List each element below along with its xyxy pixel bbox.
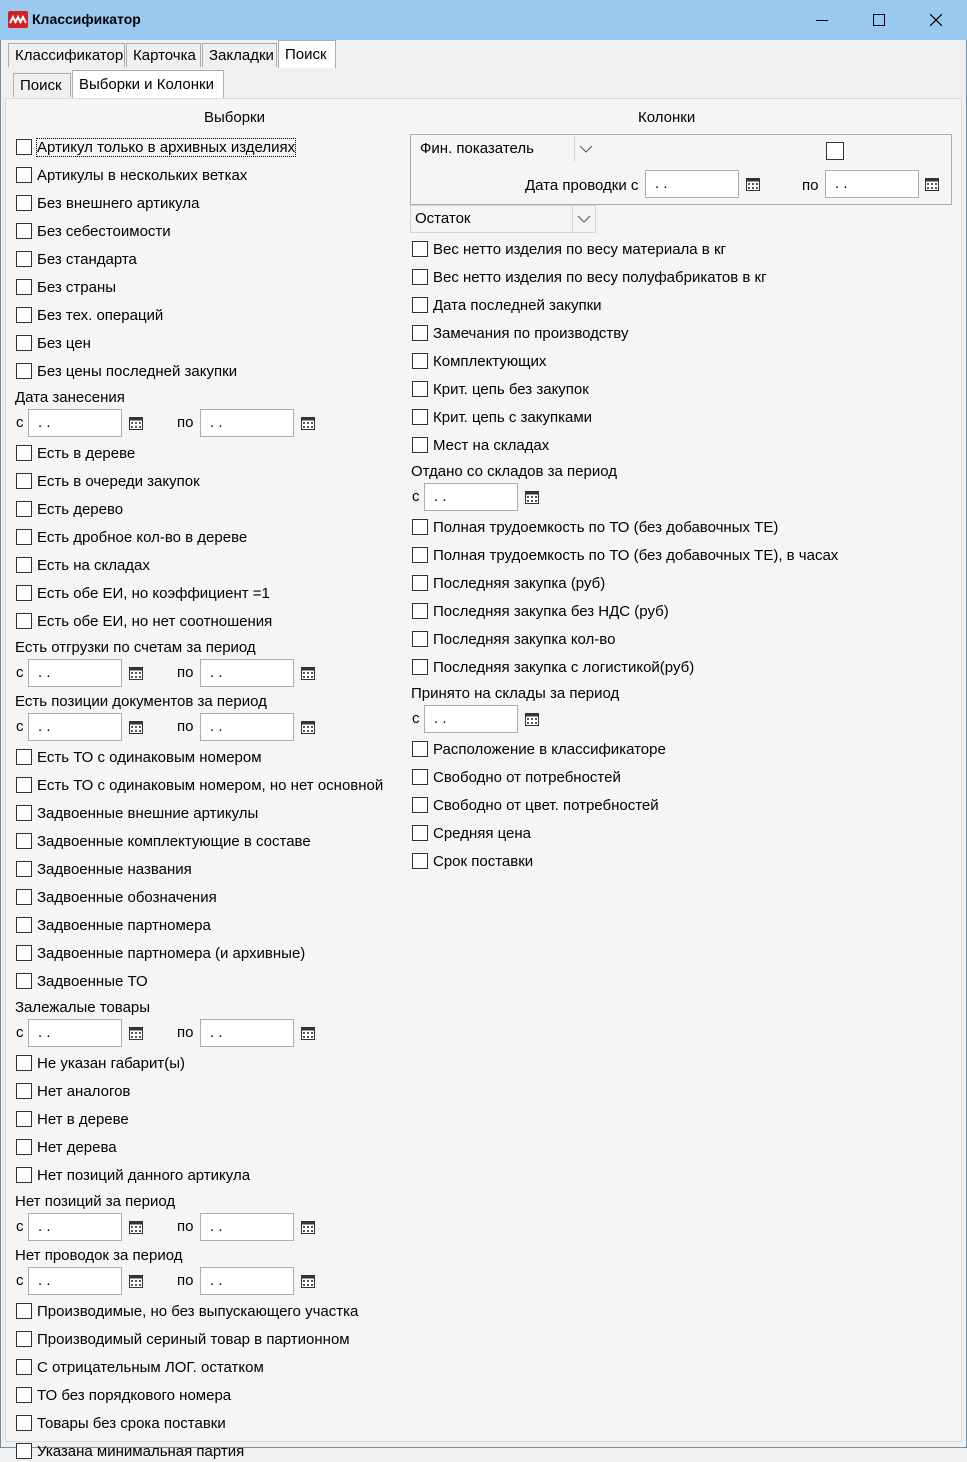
checkbox[interactable] <box>412 519 428 535</box>
calendar-icon[interactable] <box>129 666 143 680</box>
checkbox-label: Средняя цена <box>433 824 532 842</box>
selection-item-22[interactable] <box>16 830 311 852</box>
date-from-label: с <box>16 1218 24 1235</box>
date-from-label: с <box>412 710 420 727</box>
range-label: Отдано со складов за период <box>411 463 618 480</box>
checkbox-label: Производимые, но без выпускающего участка <box>37 1302 359 1320</box>
checkbox[interactable] <box>412 437 428 453</box>
date-from-input[interactable]: . . <box>28 409 122 437</box>
checkbox-label: Без страны <box>37 278 117 296</box>
checkbox[interactable] <box>412 353 428 369</box>
selection-item-24[interactable] <box>16 886 217 908</box>
date-from-input[interactable]: . . <box>28 659 122 687</box>
selection-item-4[interactable] <box>16 248 137 270</box>
selection-item-15[interactable] <box>16 582 270 604</box>
date-from-input[interactable]: . . <box>424 483 518 511</box>
checkbox[interactable] <box>16 279 32 295</box>
column-item-16[interactable] <box>412 738 666 760</box>
column-item-13[interactable] <box>412 628 615 650</box>
column-item-14[interactable] <box>412 656 694 678</box>
checkbox-label: Без себестоимости <box>37 222 171 240</box>
checkbox[interactable] <box>16 251 32 267</box>
checkbox[interactable] <box>412 853 428 869</box>
range-label: Залежалые товары <box>15 999 151 1016</box>
selection-item-23[interactable] <box>16 858 192 880</box>
subtab-selections-columns[interactable]: Выборки и Колонки <box>72 70 224 98</box>
selection-item-3[interactable] <box>16 220 171 242</box>
tab-classifier[interactable]: Классификатор <box>8 43 125 67</box>
checkbox[interactable] <box>412 269 428 285</box>
checkbox[interactable] <box>412 547 428 563</box>
close-icon <box>930 14 942 26</box>
selection-item-0[interactable] <box>16 136 295 158</box>
checkbox[interactable] <box>16 501 32 517</box>
selection-item-14[interactable] <box>16 554 150 576</box>
checkbox[interactable] <box>16 557 32 573</box>
checkbox-label: Есть обе ЕИ, но нет соотношения <box>37 612 273 630</box>
maximize-button[interactable] <box>851 0 907 40</box>
checkbox[interactable] <box>16 889 32 905</box>
checkbox[interactable] <box>412 769 428 785</box>
checkbox[interactable] <box>16 585 32 601</box>
column-item-4[interactable] <box>412 350 546 372</box>
date-to-input[interactable]: . . <box>200 1213 294 1241</box>
checkbox-label: Задвоенные названия <box>37 860 192 878</box>
checkbox-label: Свободно от потребностей <box>433 768 621 786</box>
checkbox[interactable] <box>16 445 32 461</box>
checkbox-label: Нет дерева <box>37 1138 117 1156</box>
fin-indicator-checkbox[interactable] <box>826 142 844 160</box>
selection-item-12[interactable] <box>16 498 123 520</box>
checkbox-label: Без цены последней закупки <box>37 362 238 380</box>
checkbox-label: Задвоенные внешние артикулы <box>37 804 259 822</box>
checkbox-label: Дата последней закупки <box>433 296 602 314</box>
stock-dropdown-value: Остаток <box>415 210 471 227</box>
checkbox[interactable] <box>412 241 428 257</box>
checkbox-label: Задвоенные партномера <box>37 916 211 934</box>
selection-item-16[interactable] <box>16 610 272 632</box>
selection-item-26[interactable] <box>16 942 305 964</box>
range-label: Нет позиций за период <box>15 1193 176 1210</box>
calendar-icon[interactable] <box>301 1220 315 1234</box>
checkbox[interactable] <box>412 575 428 591</box>
checkbox-label: Крит. цепь с закупками <box>433 408 593 426</box>
checkbox-label: Указана минимальная партия <box>37 1442 245 1460</box>
date-to-label: по <box>177 1272 194 1289</box>
checkbox[interactable] <box>412 825 428 841</box>
checkbox-label: Последняя закупка без НДС (руб) <box>433 602 669 620</box>
calendar-icon[interactable] <box>129 1274 143 1288</box>
checkbox-label: Производимый сериный товар в партионном <box>37 1330 350 1348</box>
app-logo-icon <box>8 11 28 28</box>
calendar-icon[interactable] <box>129 1220 143 1234</box>
checkbox-label: Полная трудоемкость по ТО (без добавочных ТЕ), в часах <box>433 546 839 564</box>
checkbox[interactable] <box>412 325 428 341</box>
checkbox[interactable] <box>16 749 32 765</box>
column-item-7[interactable] <box>412 434 549 456</box>
date-to-input[interactable]: . . <box>200 659 294 687</box>
chevron-down-icon <box>572 206 595 232</box>
date-from-label: с <box>16 414 24 431</box>
maximize-icon <box>873 14 885 26</box>
selection-item-21[interactable] <box>16 802 258 824</box>
checkbox-label: Последняя закупка (руб) <box>433 574 606 592</box>
checkbox-label: Задвоенные ТО <box>37 972 148 990</box>
checkbox-label: Нет аналогов <box>37 1082 131 1100</box>
checkbox-label: Последняя закупка кол-во <box>433 630 616 648</box>
selection-item-41[interactable] <box>16 1440 244 1462</box>
checkbox[interactable] <box>16 777 32 793</box>
checkbox[interactable] <box>16 1415 32 1431</box>
checkbox[interactable] <box>16 833 32 849</box>
date-from-input[interactable]: . . <box>28 1267 122 1295</box>
checkbox[interactable] <box>412 409 428 425</box>
date-from-input[interactable]: . . <box>28 713 122 741</box>
checkbox-label: Комплектующих <box>433 352 547 370</box>
column-item-9[interactable] <box>412 516 778 538</box>
selection-item-8[interactable] <box>16 360 237 382</box>
calendar-icon[interactable] <box>301 1026 315 1040</box>
tab-bookmarks[interactable]: Закладки <box>202 43 277 67</box>
range-label: Нет проводок за период <box>15 1247 183 1264</box>
calendar-icon[interactable] <box>746 177 760 191</box>
checkbox-label: Есть в очереди закупок <box>37 472 200 490</box>
selection-item-5[interactable] <box>16 276 116 298</box>
checkbox[interactable] <box>16 473 32 489</box>
date-from-label: с <box>16 1024 24 1041</box>
column-item-17[interactable] <box>412 766 621 788</box>
checkbox[interactable] <box>16 1387 32 1403</box>
checkbox-label: Есть обе ЕИ, но коэффициент =1 <box>37 584 270 602</box>
checkbox[interactable] <box>16 1443 32 1459</box>
checkbox-label: Срок поставки <box>433 852 534 870</box>
checkbox-label: Без внешнего артикула <box>37 194 200 212</box>
date-to-label: по <box>177 1024 194 1041</box>
checkbox-label: Есть дробное кол-во в дереве <box>37 528 248 546</box>
chevron-down-icon <box>574 136 597 162</box>
checkbox[interactable] <box>16 861 32 877</box>
date-to-input[interactable]: . . <box>200 409 294 437</box>
checkbox-label: С отрицательным ЛОГ. остатком <box>37 1358 264 1376</box>
selections-title: Выборки <box>204 109 266 126</box>
fin-indicator-dropdown[interactable] <box>415 135 598 163</box>
checkbox-label: Задвоенные комплектующие в составе <box>37 832 311 850</box>
selection-item-31[interactable] <box>16 1108 129 1130</box>
fin-indicator-group <box>410 134 952 205</box>
checkbox-label: Есть дерево <box>37 500 124 518</box>
calendar-icon[interactable] <box>301 666 315 680</box>
selection-item-1[interactable] <box>16 164 247 186</box>
selection-item-20[interactable] <box>16 774 383 796</box>
checkbox-label: Полная трудоемкость по ТО (без добавочных ТЕ) <box>433 518 779 536</box>
checkbox[interactable] <box>16 1303 32 1319</box>
posting-date-to-label: по <box>802 177 819 194</box>
checkbox[interactable] <box>16 139 32 155</box>
checkbox[interactable] <box>16 167 32 183</box>
checkbox[interactable] <box>16 917 32 933</box>
checkbox[interactable] <box>16 529 32 545</box>
window-title: Классификатор <box>32 11 141 27</box>
checkbox[interactable] <box>412 381 428 397</box>
checkbox[interactable] <box>412 603 428 619</box>
checkbox-label: Без стандарта <box>37 250 137 268</box>
column-item-20[interactable] <box>412 850 533 872</box>
checkbox[interactable] <box>16 1331 32 1347</box>
subtab-search[interactable]: Поиск <box>13 73 71 97</box>
selection-item-32[interactable] <box>16 1136 117 1158</box>
selection-item-27[interactable] <box>16 970 148 992</box>
checkbox[interactable] <box>16 973 32 989</box>
checkbox-label: Свободно от цвет. потребностей <box>433 796 659 814</box>
checkbox-label: Замечания по производству <box>433 324 629 342</box>
fin-indicator-value: Фин. показатель <box>420 140 534 157</box>
calendar-icon[interactable] <box>525 490 539 504</box>
checkbox[interactable] <box>16 363 32 379</box>
selection-item-36[interactable] <box>16 1300 358 1322</box>
range-label: Принято на склады за период <box>411 685 620 702</box>
column-item-2[interactable] <box>412 294 602 316</box>
close-button[interactable] <box>908 0 964 40</box>
date-to-label: по <box>177 718 194 735</box>
checkbox-label: Нет в дереве <box>37 1110 129 1128</box>
selection-item-11[interactable] <box>16 470 200 492</box>
calendar-icon[interactable] <box>129 416 143 430</box>
column-item-0[interactable] <box>412 238 726 260</box>
checkbox-label: Артикул только в архивных изделиях <box>37 138 296 156</box>
posting-date-to-input[interactable]: . . <box>825 170 919 198</box>
checkbox-label: Вес нетто изделия по весу полуфабрикатов в кг <box>433 268 767 286</box>
checkbox-label: Без тех. операций <box>37 306 164 324</box>
selection-item-6[interactable] <box>16 304 163 326</box>
calendar-icon[interactable] <box>925 177 939 191</box>
checkbox[interactable] <box>16 335 32 351</box>
selection-item-30[interactable] <box>16 1080 130 1102</box>
checkbox-label: Есть ТО с одинаковым номером <box>37 748 262 766</box>
column-item-19[interactable] <box>412 822 531 844</box>
calendar-icon[interactable] <box>129 1026 143 1040</box>
checkbox-label: Расположение в классификаторе <box>433 740 666 758</box>
checkbox[interactable] <box>412 297 428 313</box>
checkbox-label: Последняя закупка с логистикой(руб) <box>433 658 695 676</box>
checkbox-label: Артикулы в нескольких ветках <box>37 166 248 184</box>
selection-item-33[interactable] <box>16 1164 250 1186</box>
date-to-label: по <box>177 1218 194 1235</box>
selection-item-19[interactable] <box>16 746 262 768</box>
checkbox[interactable] <box>16 613 32 629</box>
checkbox[interactable] <box>16 307 32 323</box>
date-from-label: с <box>16 664 24 681</box>
posting-date-label: Дата проводки с <box>525 177 639 194</box>
range-label: Есть отгрузки по счетам за период <box>15 639 256 656</box>
column-item-18[interactable] <box>412 794 659 816</box>
selection-item-39[interactable] <box>16 1384 231 1406</box>
tab-card[interactable]: Карточка <box>126 43 201 67</box>
checkbox-label: Товары без срока поставки <box>37 1414 226 1432</box>
date-from-label: с <box>16 1272 24 1289</box>
checkbox-label: Есть ТО с одинаковым номером, но нет основной <box>37 776 384 794</box>
selection-item-7[interactable] <box>16 332 91 354</box>
column-item-5[interactable] <box>412 378 589 400</box>
checkbox-label: Есть на складах <box>37 556 150 574</box>
date-to-input[interactable]: . . <box>200 1019 294 1047</box>
checkbox[interactable] <box>412 797 428 813</box>
checkbox[interactable] <box>16 945 32 961</box>
date-to-label: по <box>177 414 194 431</box>
date-from-input[interactable]: . . <box>28 1213 122 1241</box>
checkbox-label: Крит. цепь без закупок <box>433 380 589 398</box>
checkbox-label: Задвоенные обозначения <box>37 888 217 906</box>
checkbox-label: Мест на складах <box>433 436 550 454</box>
checkbox[interactable] <box>412 631 428 647</box>
checkbox-label: ТО без порядкового номера <box>37 1386 232 1404</box>
column-item-12[interactable] <box>412 600 669 622</box>
date-to-input[interactable]: . . <box>200 713 294 741</box>
selections-columns-page <box>5 98 962 1460</box>
column-item-1[interactable] <box>412 266 767 288</box>
selection-item-29[interactable] <box>16 1052 185 1074</box>
range-label: Дата занесения <box>15 389 125 406</box>
checkbox[interactable] <box>16 223 32 239</box>
date-to-input[interactable]: . . <box>200 1267 294 1295</box>
column-item-11[interactable] <box>412 572 605 594</box>
selection-item-37[interactable] <box>16 1328 350 1350</box>
title-bar <box>0 0 967 40</box>
column-item-10[interactable] <box>412 544 838 566</box>
checkbox-label: Задвоенные партномера (и архивные) <box>37 944 306 962</box>
calendar-icon[interactable] <box>129 720 143 734</box>
selection-item-2[interactable] <box>16 192 199 214</box>
selection-item-40[interactable] <box>16 1412 226 1434</box>
checkbox[interactable] <box>16 1167 32 1183</box>
date-from-label: с <box>412 488 420 505</box>
checkbox[interactable] <box>16 1139 32 1155</box>
checkbox[interactable] <box>16 805 32 821</box>
selection-item-10[interactable] <box>16 442 135 464</box>
selection-item-38[interactable] <box>16 1356 264 1378</box>
checkbox[interactable] <box>16 1359 32 1375</box>
checkbox-label: Не указан габарит(ы) <box>37 1054 186 1072</box>
checkbox-label: Нет позиций данного артикула <box>37 1166 251 1184</box>
checkbox-label: Без цен <box>37 334 91 352</box>
date-from-label: с <box>16 718 24 735</box>
posting-date-from-input[interactable]: . . <box>645 170 739 198</box>
calendar-icon[interactable] <box>301 416 315 430</box>
date-to-label: по <box>177 664 194 681</box>
checkbox-label: Есть в дереве <box>37 444 136 462</box>
checkbox[interactable] <box>16 1055 32 1071</box>
checkbox[interactable] <box>16 195 32 211</box>
column-item-6[interactable] <box>412 406 592 428</box>
date-from-input[interactable]: . . <box>28 1019 122 1047</box>
calendar-icon[interactable] <box>301 720 315 734</box>
calendar-icon[interactable] <box>525 712 539 726</box>
checkbox[interactable] <box>16 1111 32 1127</box>
checkbox[interactable] <box>16 1083 32 1099</box>
calendar-icon[interactable] <box>301 1274 315 1288</box>
checkbox[interactable] <box>412 741 428 757</box>
range-label: Есть позиции документов за период <box>15 693 267 710</box>
checkbox-label: Вес нетто изделия по весу материала в кг <box>433 240 726 258</box>
checkbox[interactable] <box>412 659 428 675</box>
selection-item-13[interactable] <box>16 526 247 548</box>
stock-dropdown[interactable] <box>410 205 596 233</box>
minimize-button[interactable] <box>794 0 850 40</box>
tab-search[interactable]: Поиск <box>278 40 336 68</box>
minimize-icon <box>816 14 828 26</box>
column-item-3[interactable] <box>412 322 628 344</box>
selection-item-25[interactable] <box>16 914 211 936</box>
columns-title: Колонки <box>638 109 696 126</box>
date-from-input[interactable]: . . <box>424 705 518 733</box>
